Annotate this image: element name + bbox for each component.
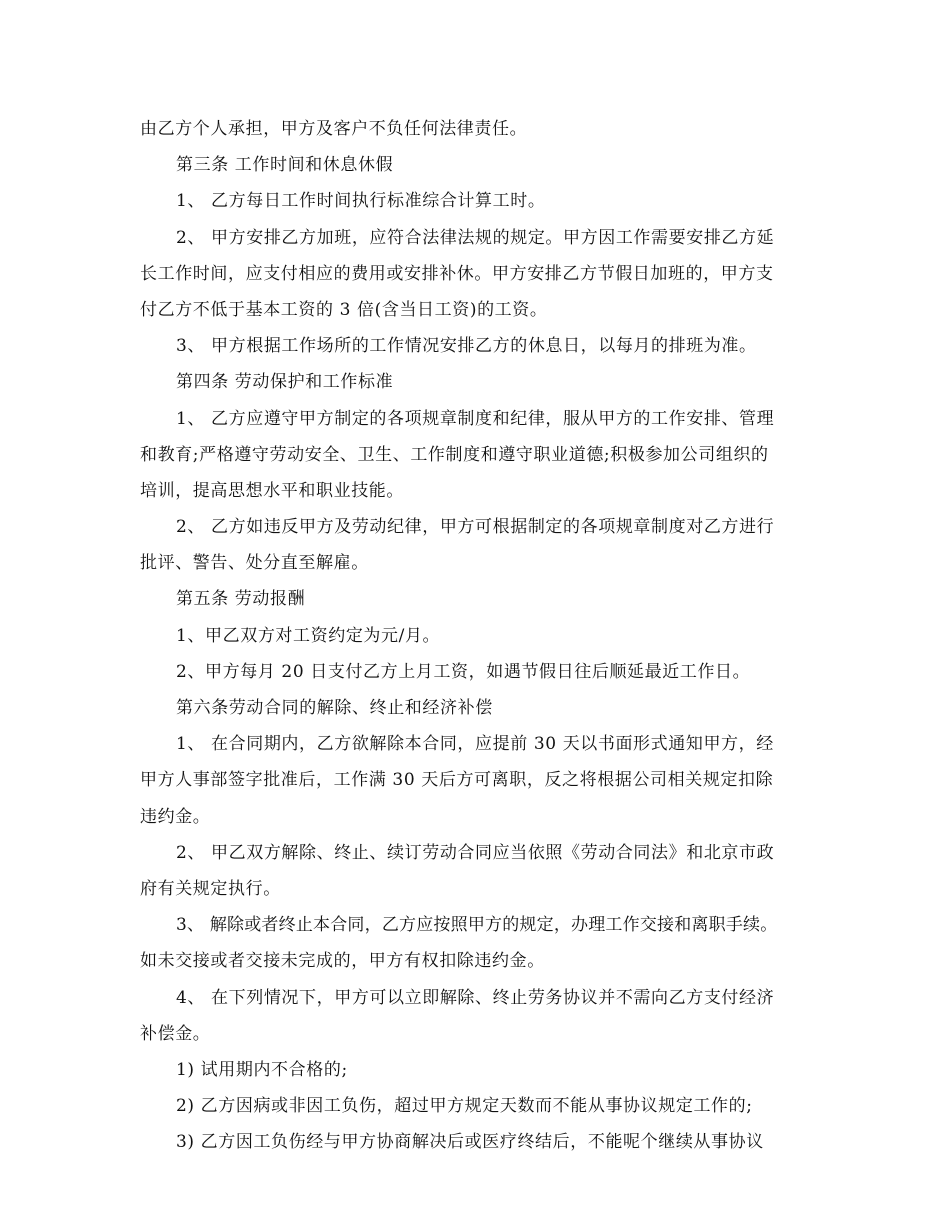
- list-item: 3) 乙方因工负伤经与甲方协商解决后或医疗终结后，不能呢个继续从事协议: [176, 1132, 764, 1153]
- text-line: 府有关规定执行。: [140, 878, 281, 899]
- text-line: 付乙方不低于基本工资的 3 倍(含当日工资)的工资。: [140, 299, 548, 320]
- text-line: 2、 乙方如违反甲方及劳动纪律，甲方可根据制定的各项规章制度对乙方进行: [176, 517, 775, 538]
- list-item: 1) 试用期内不合格的;: [176, 1059, 348, 1080]
- text-line: 1、 乙方应遵守甲方制定的各项规章制度和纪律，服从甲方的工作安排、管理: [176, 408, 775, 429]
- text-line: 甲方人事部签字批准后，工作满 30 天后方可离职，反之将根据公司相关规定扣除: [140, 770, 774, 791]
- text-line: 长工作时间，应支付相应的费用或安排补休。甲方安排乙方节假日加班的，甲方支: [140, 263, 774, 284]
- contract-text: [140, 111, 830, 1160]
- text-line: 2、甲方每月 20 日支付乙方上月工资，如遇节假日往后顺延最近工作日。: [176, 661, 751, 682]
- text-line: 如未交接或者交接未完成的，甲方有权扣除违约金。: [140, 951, 545, 972]
- section-heading: 第六条劳动合同的解除、终止和经济补偿: [176, 698, 493, 718]
- text-line: 1、甲乙双方对工资约定为元/月。: [176, 625, 441, 646]
- text-line: 由乙方个人承担，甲方及客户不负任何法律责任。: [140, 119, 528, 139]
- section-heading: 第三条 工作时间和休息休假: [176, 155, 394, 176]
- text-line: 违约金。: [140, 806, 211, 827]
- text-line: 3、 甲方根据工作场所的工作情况安排乙方的休息日，以每月的排班为准。: [176, 336, 757, 357]
- text-line: 2、 甲乙双方解除、终止、续订劳动合同应当依照《劳动合同法》和北京市政: [176, 842, 775, 863]
- list-item: 2) 乙方因病或非因工负伤，超过甲方规定天数而不能从事协议规定工作的;: [176, 1096, 753, 1117]
- text-line: 1、 乙方每日工作时间执行标准综合计算工时。: [176, 191, 546, 212]
- section-heading: 第五条 劳动报酬: [176, 589, 306, 610]
- section-heading: 第四条 劳动保护和工作标准: [176, 372, 394, 393]
- text-line: 培训，提高思想水平和职业技能。: [140, 480, 404, 501]
- text-line: 补偿金。: [140, 1023, 211, 1044]
- text-line: 和教育;严格遵守劳动安全、卫生、工作制度和遵守职业道德;积极参加公司组织的: [140, 444, 769, 465]
- text-line: 1、 在合同期内，乙方欲解除本合同，应提前 30 天以书面形式通知甲方，经: [176, 734, 774, 755]
- text-line: 3、 解除或者终止本合同，乙方应按照甲方的规定，办理工作交接和离职手续。: [176, 915, 778, 936]
- text-line: 4、 在下列情况下，甲方可以立即解除、终止劳务协议并不需向乙方支付经济: [176, 987, 775, 1008]
- text-line: 2、 甲方安排乙方加班，应符合法律法规的规定。甲方因工作需要安排乙方延: [176, 227, 775, 248]
- text-line: 批评、警告、处分直至解雇。: [140, 553, 369, 574]
